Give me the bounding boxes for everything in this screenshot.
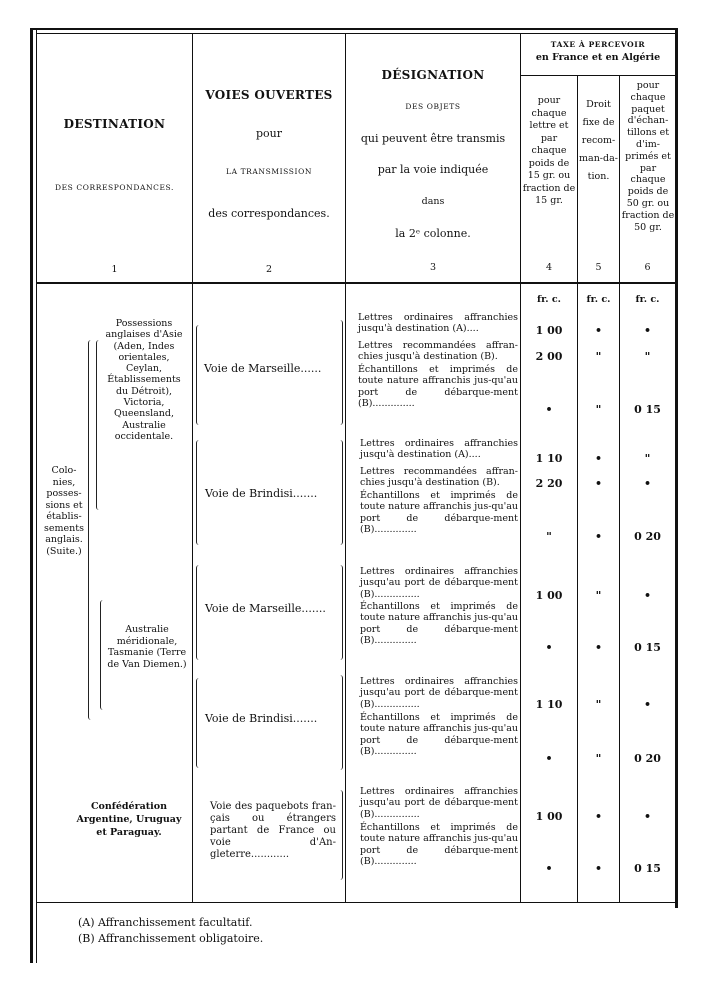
item-r2: Lettres recommandées affran-chies jusqu'à destination (B). [358, 340, 518, 363]
brace-route-left-4 [196, 678, 201, 768]
item-r6: Échantillons et imprimés de toute nature affranchis jus-qu'au port de débarque-ment (B).............. [360, 490, 518, 535]
value-r7-col5: " [595, 589, 602, 602]
value-r10-col5: " [595, 752, 602, 765]
taxe-subtitle: en France et en Algérie [535, 52, 661, 63]
col3-line2: par la voie indiquée [377, 163, 489, 176]
item-r5: Lettres recommandées affran-chies jusqu'à destination (B). [360, 466, 518, 489]
col4-header: pour chaque lettre et par chaque poids de 15 gr. ou fraction de 15 gr. [522, 95, 576, 206]
taxe-underline [520, 75, 676, 76]
route-brindisi-2: Voie de Brindisi....... [205, 712, 318, 725]
value-r6-col6: 0 20 [634, 530, 661, 543]
value-r7-col4: 1 00 [535, 589, 563, 602]
col6-header: pour chaque paquet d'échan-tillons et d'im-primés et par chaque poids de 50 gr. ou fraction de 50 gr. [621, 80, 675, 233]
value-r7-col6: • [643, 589, 652, 602]
brace-route-left-2 [196, 440, 201, 545]
item-r9: Lettres ordinaires affranchies jusqu'au port de débarque-ment (B)............... [360, 676, 518, 710]
col4-number: 4 [545, 262, 553, 273]
value-r3-col5: " [595, 403, 602, 416]
unit-col4: fr. c. [537, 294, 561, 305]
frame-top [30, 28, 678, 30]
value-r12-col5: • [594, 862, 603, 875]
route-marseille-2: Voie de Marseille....... [205, 602, 326, 615]
col3-number: 3 [429, 262, 437, 273]
footnote-a: (A) Affranchissement facultatif. [78, 916, 253, 929]
value-r11-col4: 1 00 [535, 810, 563, 823]
col3-line3: dans [421, 196, 445, 207]
unit-col5: fr. c. [586, 294, 611, 305]
value-r8-col5: • [594, 641, 603, 654]
col2-number: 2 [265, 264, 273, 275]
value-r8-col6: 0 15 [634, 641, 661, 654]
item-r1: Lettres ordinaires affranchies jusqu'à destination (A).... [358, 312, 518, 335]
value-r6-col4: " [546, 530, 552, 543]
col3-objets: DES OBJETS [405, 102, 461, 111]
value-r5-col6: • [643, 477, 652, 490]
value-r6-col5: • [594, 530, 603, 543]
item-r4: Lettres ordinaires affranchies jusqu'à destination (A).... [360, 438, 518, 461]
col5-header: Droit fixe de recom-man-da-tion. [579, 99, 618, 182]
item-r12: Échantillons et imprimés de toute nature affranchis jus-qu'au port de débarque-ment (B).............. [360, 822, 518, 867]
brace-route-right-5 [338, 790, 343, 880]
value-r2-col5: " [595, 350, 602, 363]
value-r8-col4: • [545, 641, 553, 654]
col2-transmission: LA TRANSMISSION [225, 167, 312, 176]
col3-line4: la 2ᵉ colonne. [395, 227, 471, 240]
brace-route-right-2 [338, 440, 343, 545]
value-r10-col4: • [545, 752, 553, 765]
item-r10: Échantillons et imprimés de toute nature affranchis jus-qu'au port de débarque-ment (B).............. [360, 712, 518, 757]
item-r3: Échantillons et imprimés de toute nature affranchis jus-qu'au port de débarque-ment (B).............. [358, 364, 518, 409]
group-colonies: Colo-nies, posses-sions et établis-sements anglais. (Suite.) [44, 465, 84, 557]
value-r12-col4: • [545, 862, 553, 875]
value-r12-col6: 0 15 [634, 862, 661, 875]
brace-route-right-3 [338, 565, 343, 660]
col3-title: DÉSIGNATION [381, 68, 485, 82]
value-r10-col6: 0 20 [634, 752, 661, 765]
group-confederation: Confédération Argentine, Uruguay et Paraguay. [76, 801, 182, 838]
value-r5-col4: 2 20 [535, 477, 563, 490]
col-sep-3 [520, 34, 521, 902]
item-r11: Lettres ordinaires affranchies jusqu'au port de débarque-ment (B)............... [360, 786, 518, 820]
value-r3-col4: • [545, 403, 553, 416]
value-r9-col5: " [595, 698, 602, 711]
group-australie-meridionale: Australie méridionale, Tasmanie (Terre de Van Diemen.) [107, 624, 187, 670]
col5-number: 5 [595, 262, 602, 273]
unit-col6: fr. c. [635, 294, 660, 305]
frame-left-thin [36, 28, 37, 963]
col1-title: DESTINATION [63, 117, 166, 131]
value-r9-col4: 1 10 [535, 698, 563, 711]
value-r1-col4: 1 00 [535, 324, 563, 337]
frame-left-thick [30, 28, 33, 963]
frame-bottom [36, 902, 678, 903]
value-r9-col6: • [643, 698, 652, 711]
route-paquebots: Voie des paquebots fran-çais ou étrangers partant de France ou voie d'An-gleterre............ [210, 801, 336, 860]
item-r8: Échantillons et imprimés de toute nature affranchis jus-qu'au port de débarque-ment (B).............. [360, 601, 518, 646]
col1-number: 1 [111, 264, 118, 275]
brace-route-right-4 [338, 675, 343, 770]
value-r3-col6: 0 15 [634, 403, 661, 416]
col3-line1: qui peuvent être transmis [360, 132, 506, 145]
col2-title: VOIES OUVERTES [205, 88, 333, 102]
value-r1-col6: • [643, 324, 652, 337]
frame-top-thin [36, 33, 678, 34]
frame-right [675, 28, 678, 908]
brace-route-left-1 [196, 325, 201, 425]
brace-asie [96, 340, 101, 510]
value-r4-col4: 1 10 [535, 452, 563, 465]
route-brindisi-1: Voie de Brindisi....... [205, 487, 318, 500]
value-r2-col4: 2 00 [535, 350, 563, 363]
route-marseille-1: Voie de Marseille...... [204, 362, 322, 375]
brace-australie [100, 600, 105, 710]
value-r4-col6: " [644, 452, 651, 465]
brace-colonies [88, 340, 94, 720]
taxe-title: TAXE À PERCEVOIR [550, 40, 646, 49]
col-sep-1 [192, 34, 193, 902]
col1-subtitle: DES CORRESPONDANCES. [54, 183, 175, 192]
col2-des: des correspondances. [208, 207, 330, 220]
value-r4-col5: • [594, 452, 603, 465]
col2-pour: pour [255, 127, 282, 140]
header-bottom-rule [36, 282, 676, 284]
brace-route-left-3 [196, 565, 201, 660]
group-possessions-asie: Possessions anglaises d'Asie (Aden, Indes orientales, Ceylan, Établissements du Détroit), Victoria, Queensland, Australie occidentale. [105, 318, 183, 442]
footnote-b: (B) Affranchissement obligatoire. [78, 932, 264, 945]
col6-number: 6 [644, 262, 651, 273]
value-r11-col5: • [594, 810, 603, 823]
item-r7: Lettres ordinaires affranchies jusqu'au port de débarque-ment (B)............... [360, 566, 518, 600]
value-r1-col5: • [594, 324, 603, 337]
value-r5-col5: • [594, 477, 603, 490]
value-r2-col6: " [644, 350, 651, 363]
brace-route-right-1 [338, 320, 343, 425]
value-r11-col6: • [643, 810, 652, 823]
